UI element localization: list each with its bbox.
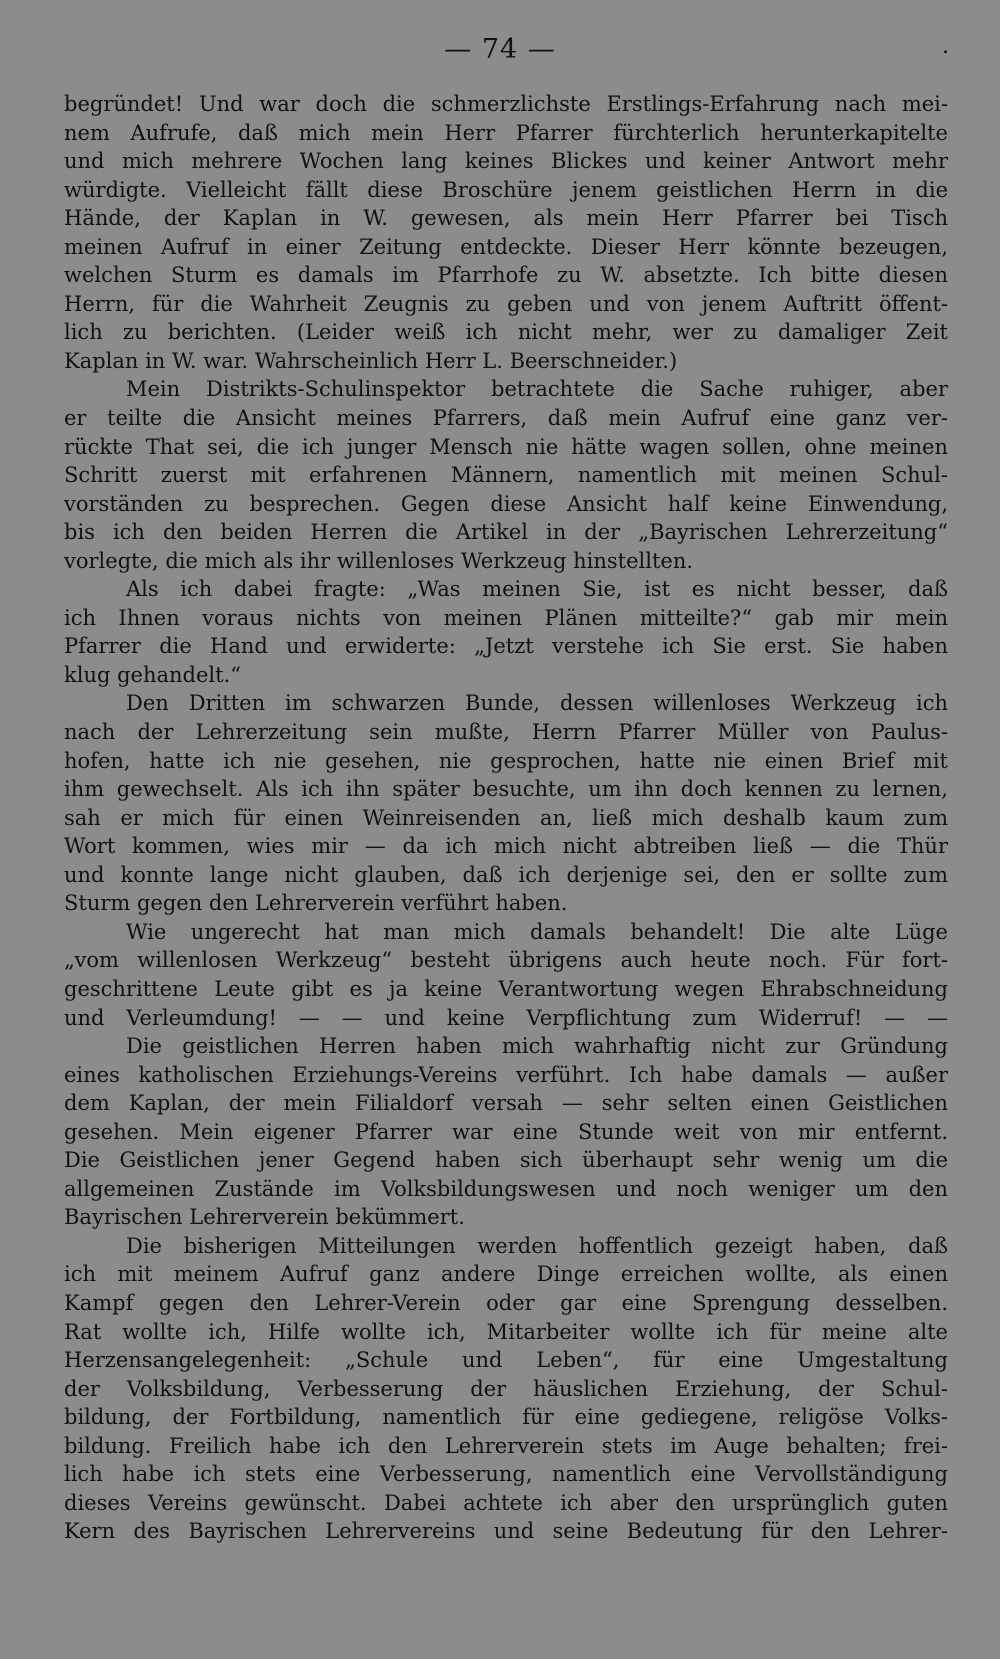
text-line: Pfarrer die Hand und erwiderte: „Jetzt verstehe ich Sie erst. Sie haben [64,634,948,659]
text-line: Rat wollte ich, Hilfe wollte ich, Mitarbeiter wollte ich für meine alte [64,1319,948,1344]
text-line: ihm gewechselt. Als ich ihn später besuchte, um ihn doch kennen zu lernen, [64,777,948,802]
text-line: begründet! Und war doch die schmerzlichste Erstlings-Erfahrung nach mei- [64,92,948,116]
text-line: meinen Aufruf in einer Zeitung entdeckte. Dieser Herr könnte bezeugen, [64,234,948,259]
text-line: Kampf gegen den Lehrer-Verein oder gar eine Sprengung desselben. [64,1290,948,1315]
text-line: vorständen zu besprechen. Gegen diese Ansicht half keine Einwendung, [64,491,948,516]
text-line: geschrittene Leute gibt es ja keine Verantwortung wegen Ehrabschneidung [64,976,948,1001]
text-line: eines katholischen Erziehungs-Vereins verführt. Ich habe damals — außer [64,1062,948,1087]
text-line: Die bisherigen Mitteilungen werden hoffentlich gezeigt haben, daß [126,1233,948,1258]
text-line: nem Aufrufe, daß mich mein Herr Pfarrer fürchterlich herunterkapitelte [64,120,948,145]
text-line: bildung. Freilich habe ich den Lehrerverein stets im Auge behalten; frei- [64,1433,948,1458]
text-line: gesehen. Mein eigener Pfarrer war eine Stunde weit von mir entfernt. [64,1119,948,1144]
text-line: bildung, der Fortbildung, namentlich für eine gediegene, religöse Volks- [64,1405,948,1430]
page-mark: . [942,34,949,59]
text-line: würdigte. Vielleicht fällt diese Broschüre jenem geistlichen Herrn in die [64,177,948,202]
text-line: „vom willenlosen Werkzeug“ besteht übrigens auch heute noch. Für fort- [64,948,948,973]
text-line: allgemeinen Zustände im Volksbildungswesen und noch weniger um den [64,1176,948,1201]
text-line: ich mit meinem Aufruf ganz andere Dinge erreichen wollte, als einen [64,1262,948,1287]
text-line: klug gehandelt.“ [64,662,241,687]
text-line: Die Geistlichen jener Gegend haben sich überhaupt sehr wenig um die [64,1148,948,1173]
text-line: Als ich dabei fragte: „Was meinen Sie, ist es nicht besser, daß [126,577,948,602]
text-line: Den Dritten im schwarzen Bunde, dessen willenloses Werkzeug ich [126,691,948,716]
text-line: Mein Distrikts-Schulinspektor betrachtete die Sache ruhiger, aber [126,377,948,402]
text-line: welchen Sturm es damals im Pfarrhofe zu W. absetzte. Ich bitte diesen [64,263,948,288]
text-line: dieses Vereins gewünscht. Dabei achtete ich aber den ursprünglich guten [64,1490,948,1515]
text-line: er teilte die Ansicht meines Pfarrers, daß mein Aufruf eine ganz ver- [64,406,948,431]
text-line: nach der Lehrerzeitung sein mußte, Herrn Pfarrer Müller von Paulus- [64,720,948,745]
text-line: lich habe ich stets eine Verbesserung, namentlich eine Vervollständigung [64,1462,948,1487]
text-line: Herrn, für die Wahrheit Zeugnis zu geben und von jenem Auftritt öffent- [64,291,948,316]
text-line: Schritt zuerst mit erfahrenen Männern, namentlich mit meinen Schul- [64,463,948,488]
text-line: Kaplan in W. war. Wahrscheinlich Herr L. Beerschneider.) [64,348,678,373]
text-line: Hände, der Kaplan in W. gewesen, als mein Herr Pfarrer bei Tisch [64,206,948,231]
body-text [64,90,948,1546]
page-number: — 74 — [444,34,556,65]
text-line: und mich mehrere Wochen lang keines Blickes und keiner Antwort mehr [64,149,948,174]
text-line: Wort kommen, wies mir — da ich mich nicht abtreiben ließ — die Thür [64,834,948,859]
text-line: Sturm gegen den Lehrerverein verführt haben. [64,891,568,916]
text-line: und konnte lange nicht glauben, daß ich derjenige sei, den er sollte zum [64,862,948,887]
text-line: Bayrischen Lehrerverein bekümmert. [64,1205,465,1230]
text-line: Die geistlichen Herren haben mich wahrhaftig nicht zur Gründung [126,1034,948,1059]
text-line: bis ich den beiden Herren die Artikel in der „Bayrischen Lehrerzeitung“ [64,520,948,545]
text-line: der Volksbildung, Verbesserung der häuslichen Erziehung, der Schul- [64,1376,948,1401]
text-line: und Verleumdung! — — und keine Verpflichtung zum Widerruf! — — [64,1005,948,1030]
text-line: lich zu berichten. (Leider weiß ich nicht mehr, wer zu damaliger Zeit [64,320,948,345]
text-line: Wie ungerecht hat man mich damals behandelt! Die alte Lüge [126,919,948,944]
text-line: dem Kaplan, der mein Filialdorf versah — sehr selten einen Geistlichen [64,1091,948,1116]
text-line: Kern des Bayrischen Lehrervereins und seine Bedeutung für den Lehrer- [64,1519,948,1544]
text-line: vorlegte, die mich als ihr willenloses Werkzeug hinstellten. [64,548,694,573]
text-line: ich Ihnen voraus nichts von meinen Plänen mitteilte?“ gab mir mein [64,605,948,630]
text-line: Herzensangelegenheit: „Schule und Leben“, für eine Umgestaltung [64,1348,948,1373]
text-line: hofen, hatte ich nie gesehen, nie gesprochen, hatte nie einen Brief mit [64,748,948,773]
text-line: rückte That sei, die ich junger Mensch nie hätte wagen sollen, ohne meinen [64,434,948,459]
text-line: sah er mich für einen Weinreisenden an, ließ mich deshalb kaum zum [64,805,948,830]
